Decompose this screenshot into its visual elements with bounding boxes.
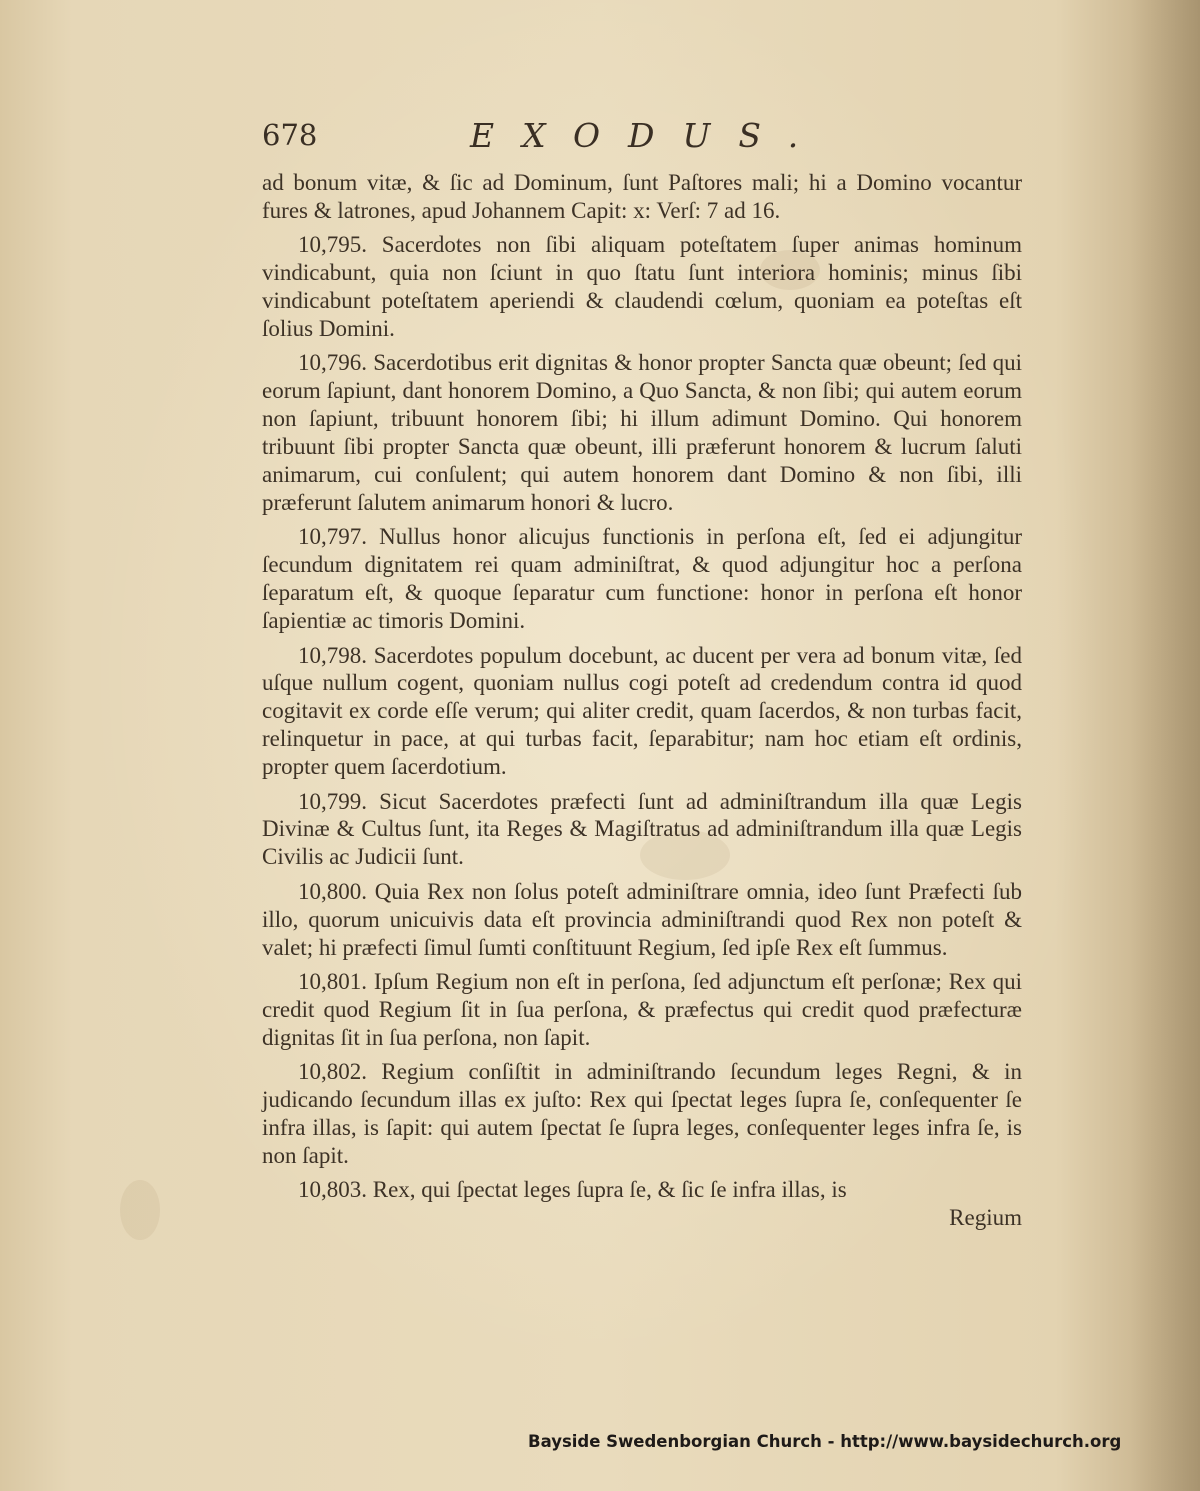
paragraph: 10,799. Sicut Sacerdotes præfecti ſunt ad adminiſtrandum illa quæ Legis Divinæ & Cultus ſunt, ita Reges & Magiſtratus ad adminiſtrandum illa quæ Legis Civilis ac Judicii ſunt. [262, 788, 1022, 870]
catchword: Regium [949, 1205, 1022, 1231]
paper-stain [120, 1180, 160, 1240]
paragraph: 10,796. Sacerdotibus erit dignitas & honor propter Sancta quæ obeunt; ſed qui eorum ſapiunt, dant honorem Domino, a Quo Sancta, & non ſibi; qui autem eorum non ſapiunt, tribuunt honorem ſibi; hi illum adimunt Domino. Qui honorem tribuunt ſibi propter Sancta quæ obeunt, illi præferunt honorem & lucrum ſaluti animarum, cui conſulent; qui autem honorem dant Domino & non ſibi, illi præferunt ſalutem animarum honori & lucro. [262, 350, 1022, 515]
body-text [262, 169, 1022, 1232]
page-edge-shadow [1130, 0, 1200, 1491]
page-header [262, 118, 1022, 168]
paragraph: 10,800. Quia Rex non ſolus poteſt adminiſtrare omnia, ideo ſunt Præfecti ſub illo, quorum unicuivis data eſt provincia adminiſtrandi quod Rex non poteſt & valet; hi præfecti ſimul ſumti conſtituunt Regium, ſed ipſe Rex eſt ſummus. [262, 878, 1022, 960]
paragraph: 10,801. Ipſum Regium non eſt in perſona, ſed adjunctum eſt perſonæ; Rex qui credit quod Regium ſit in ſua perſona, & præfectus qui credit quod præfecturæ dignitas ſit in ſua perſona, non ſapit. [262, 968, 1022, 1050]
paragraph: 10,798. Sacerdotes populum docebunt, ac ducent per vera ad bonum vitæ, ſed uſque nullum cogent, quoniam nullus cogi poteſt ad credendum contra id quod cogitavit ex corde eſſe verum; qui aliter credit, quam ſacerdos, & non turbas facit, relinquetur in pace, at qui turbas facit, ſeparabitur; nam hoc etiam eſt ordinis, propter quem ſacerdotium. [262, 642, 1022, 780]
paragraph: 10,797. Nullus honor alicujus functionis in perſona eſt, ſed ei adjungitur ſecundum dignitatem rei quam adminiſtrat, & quod adjungitur hoc a perſona ſeparatum eſt, & quoque ſeparatur cum functione: honor in perſona eſt honor ſapientiæ ac timoris Domini. [262, 524, 1022, 634]
paragraph: ad bonum vitæ, & ſic ad Dominum, ſunt Paſtores mali; hi a Domino vocantur fures & latrones, apud Johannem Capit: x: Verſ: 7 ad 16. [262, 170, 1022, 223]
page-number: 678 [262, 118, 318, 152]
footer-credit: Bayside Swedenborgian Church - http://www.baysidechurch.org [528, 1432, 1122, 1451]
paragraph: 10,802. Regium conſiſtit in adminiſtrando ſecundum leges Regni, & in judicando ſecundum illas ex juſto: Rex qui ſpectat leges ſupra ſe, conſequenter ſe infra illas, is ſapit: qui autem ſpectat ſe ſupra leges, conſequenter leges infra ſe, is non ſapit. [262, 1059, 1022, 1168]
paragraph: 10,795. Sacerdotes non ſibi aliquam poteſtatem ſuper animas hominum vindicabunt, quia non ſciunt in quo ſtatu ſunt interiora hominis; minus ſibi vindicabunt poteſtatem aperiendi & claudendi cœlum, quoniam ea poteſtas eſt ſolius Domini. [262, 232, 1022, 342]
paragraph: 10,803. Rex, qui ſpectat leges ſupra ſe, & ſic ſe infra illas, is [298, 1177, 847, 1203]
running-head: EXODUS. [470, 116, 827, 155]
